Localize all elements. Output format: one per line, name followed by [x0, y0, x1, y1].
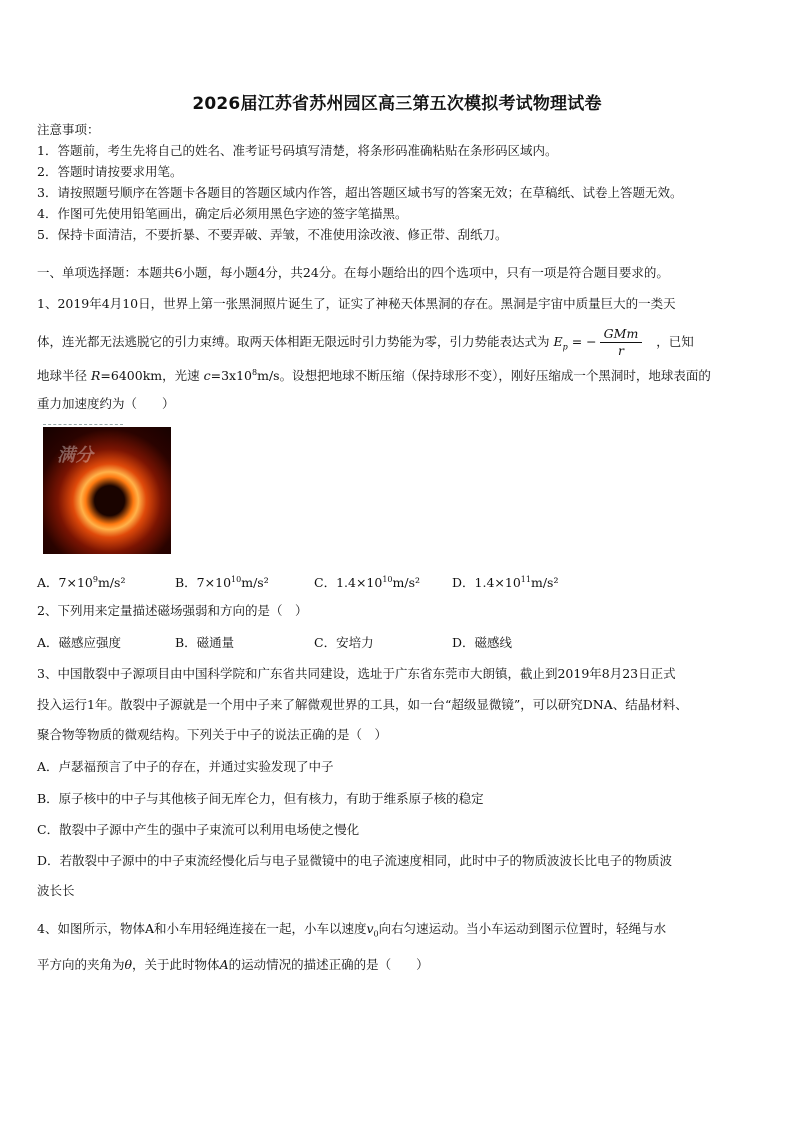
notice-item-3: 3．请按照题号顺序在答题卡各题目的答题区域内作答，超出答题区域书写的答案无效；在草稿纸、试卷上答题无效。: [37, 185, 683, 200]
q3-option-d-line-2: 波长长: [37, 883, 75, 898]
q1-line-2-end: ，已知: [656, 334, 694, 349]
q3-option-d-line-1: D．若散裂中子源中的中子束流经慢化后与电子显微镜中的电子流速度相同，此时中子的物质波波长比电子的物质波: [37, 853, 673, 868]
q4-l2-theta: θ: [124, 957, 133, 972]
q4-l2-b: ，关于此时物体: [132, 957, 220, 972]
formula-numerator: GMm: [600, 326, 643, 343]
q3-option-b: B．原子核中的中子与其他核子间无库仑力，但有核力，有助于维系原子核的稳定: [37, 791, 484, 806]
notice-item-4: 4．作图可先使用铅笔画出，确定后必须用黑色字迹的签字笔描黑。: [37, 206, 408, 221]
page-title: 2026届江苏省苏州园区高三第五次模拟考试物理试卷: [192, 94, 602, 114]
q4-line-1: [37, 921, 757, 943]
q1-line-2: [37, 326, 757, 359]
formula-lhs: E: [553, 334, 563, 349]
q1-line-4: 重力加速度约为（ ）: [37, 396, 175, 411]
q1-l3-cvar: c: [203, 368, 211, 384]
q1-l3-e: =3x10: [210, 368, 252, 384]
formula-denominator: r: [617, 343, 624, 358]
q2-text: 2、下列用来定量描述磁场强弱和方向的是（ ）: [37, 603, 308, 618]
q1-c-exp: 10: [382, 575, 393, 584]
q1-d-post: m/s²: [530, 575, 559, 591]
q3-line-1: 3、中国散裂中子源项目由中国科学院和广东省共同建设，选址于广东省东莞市大朗镇，截止到2019年8月23日正式: [37, 666, 676, 681]
q1-b-exp: 10: [231, 575, 242, 584]
q3-line-2: 投入运行1年。散裂中子源就是一个用中子来了解微观世界的工具，如一台“超级显微镜”，可以研究DNA、结晶材料、: [37, 697, 688, 712]
q3-line-3: 聚合物等物质的微观结构。下列关于中子的说法正确的是（ ）: [37, 727, 388, 742]
q1-l3-exp: 8: [252, 368, 258, 377]
q1-d-pre: D．1.4×10: [452, 575, 521, 591]
q1-a-pre: A．7×10: [37, 575, 93, 591]
notice-item-5: 5．保持卡面清洁，不要折暴、不要弄破、弄皱，不准使用涂改液、修正带、刮纸刀。: [37, 227, 508, 242]
q1-option-a: [37, 572, 125, 591]
q1-option-d: [452, 572, 558, 591]
q2-option-c: C．安培力: [314, 635, 374, 650]
q2-option-a: A．磁感应强度: [37, 635, 122, 650]
q1-c-post: m/s²: [392, 575, 421, 591]
q2-option-b: B．磁通量: [175, 635, 235, 650]
section-heading: 一、单项选择题：本题共6小题，每小题4分，共24分。在每小题给出的四个选项中，只有一项是符合题目要求的。: [37, 265, 669, 280]
q1-a-post: m/s²: [97, 575, 126, 591]
q1-a-exp: 9: [92, 575, 98, 584]
q1-l3-a: 地球半径: [37, 368, 91, 384]
notice-item-1: 1．答题前，考生先将自己的姓名、准考证号码填写清楚，将条形码准确粘贴在条形码区域内。: [37, 143, 558, 158]
q4-line-2: [37, 957, 757, 973]
q1-line-1: 1、2019年4月10日，世界上第一张黑洞照片诞生了，证实了神秘天体黑洞的存在。黑洞是宇宙中质量巨大的一类天: [37, 296, 676, 311]
watermark-logo: 满分: [57, 445, 93, 466]
q1-b-post: m/s²: [241, 575, 269, 591]
q3-option-c: C．散裂中子源中产生的强中子束流可以利用电场使之慢化: [37, 822, 360, 837]
formula-fraction: [600, 326, 643, 359]
q1-line-3: [37, 365, 757, 384]
q4-l2-A: A: [219, 957, 229, 972]
formula-eq: = −: [567, 334, 597, 349]
q4-l2-c: 的运动情况的描述正确的是（ ）: [228, 957, 429, 972]
q1-line-2-text: 体，连光都无法逃脱它的引力束缚。取两天体相距无限远时引力势能为零，引力势能表达式为: [37, 334, 550, 349]
q4-l1-sub: 0: [373, 929, 379, 939]
q3-option-a: A．卢瑟福预言了中子的存在，并通过实验发现了中子: [37, 759, 334, 774]
q1-d-exp: 11: [520, 575, 531, 584]
formula-sub: p: [562, 342, 568, 352]
notice-heading: 注意事项：: [37, 122, 100, 137]
black-hole-image: [43, 427, 171, 554]
q1-b-pre: B．7×10: [175, 575, 232, 591]
q1-option-b: [175, 572, 269, 591]
notice-item-2: 2．答题时请按要求用笔。: [37, 164, 183, 179]
q1-option-c: [314, 572, 420, 591]
q4-l1-v: v: [366, 921, 374, 936]
q2-option-d: D．磁感线: [452, 635, 513, 650]
q4-l2-a: 平方向的夹角为: [37, 957, 125, 972]
q1-l3-c: =6400km，光速: [100, 368, 204, 384]
q4-l1-a: 4、如图所示，物体A和小车用轻绳连接在一起，小车以速度: [37, 921, 367, 936]
q4-l1-b: 向右匀速运动。当小车运动到图示位置时，轻绳与水: [378, 921, 667, 936]
q1-c-pre: C．1.4×10: [314, 575, 383, 591]
q1-l3-g: m/s。设想把地球不断压缩（保持球形不变），刚好压缩成一个黑洞时，地球表面的: [257, 368, 711, 384]
potential-energy-formula: [554, 326, 643, 359]
image-dashed-border: [43, 424, 123, 425]
q1-l3-R: R: [90, 368, 101, 384]
